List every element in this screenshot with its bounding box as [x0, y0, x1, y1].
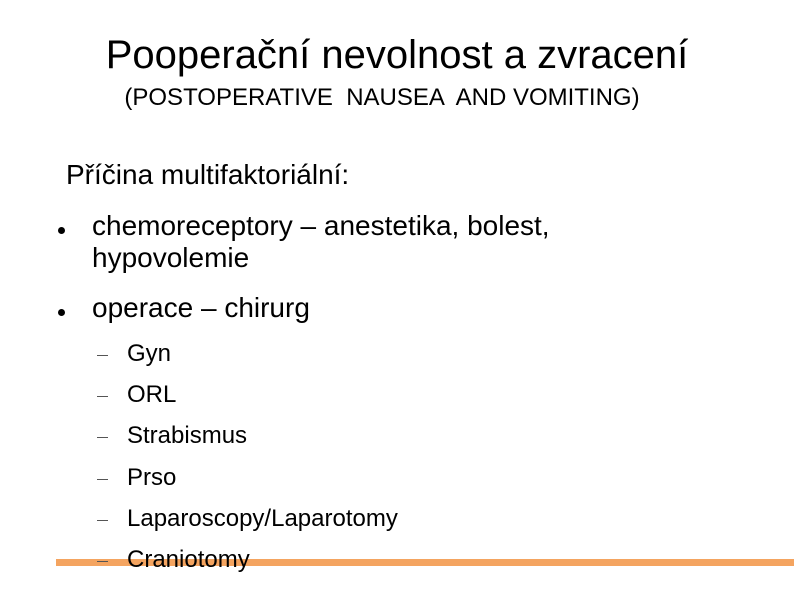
- dash-bullet-icon: [97, 479, 108, 480]
- slide-title: Pooperační nevolnost a zvracení: [105, 33, 689, 77]
- bullet-text: operace – chirurg: [92, 292, 310, 323]
- bullet-item: [92, 292, 310, 324]
- dash-bullet-icon: [97, 561, 108, 562]
- sub-item-text: Strabismus: [127, 422, 248, 449]
- sub-item: [127, 340, 171, 368]
- bullet-item: [92, 210, 672, 274]
- bullet-dot-icon: [58, 227, 65, 234]
- sub-item: [127, 422, 247, 450]
- slide-subtitle: (POSTOPERATIVE NAUSEA AND VOMITING): [124, 84, 640, 111]
- sub-item: [127, 381, 176, 409]
- sub-item: [127, 505, 398, 533]
- sub-item-text: Craniotomy: [127, 546, 250, 573]
- lead-text: Příčina multifaktoriální:: [66, 159, 350, 190]
- sub-item: [127, 546, 250, 574]
- bullet-dot-icon: [58, 309, 65, 316]
- dash-bullet-icon: [97, 520, 108, 521]
- sub-item-text: Gyn: [127, 340, 172, 367]
- bullet-text: chemoreceptory – anestetika, bolest, hypovolemie: [92, 210, 550, 273]
- sub-item: [127, 464, 176, 492]
- sub-item-text: Prso: [127, 464, 177, 491]
- sub-item-text: ORL: [127, 381, 177, 408]
- dash-bullet-icon: [97, 355, 108, 356]
- dash-bullet-icon: [97, 437, 108, 438]
- dash-bullet-icon: [97, 396, 108, 397]
- sub-item-text: Laparoscopy/Laparotomy: [127, 505, 398, 532]
